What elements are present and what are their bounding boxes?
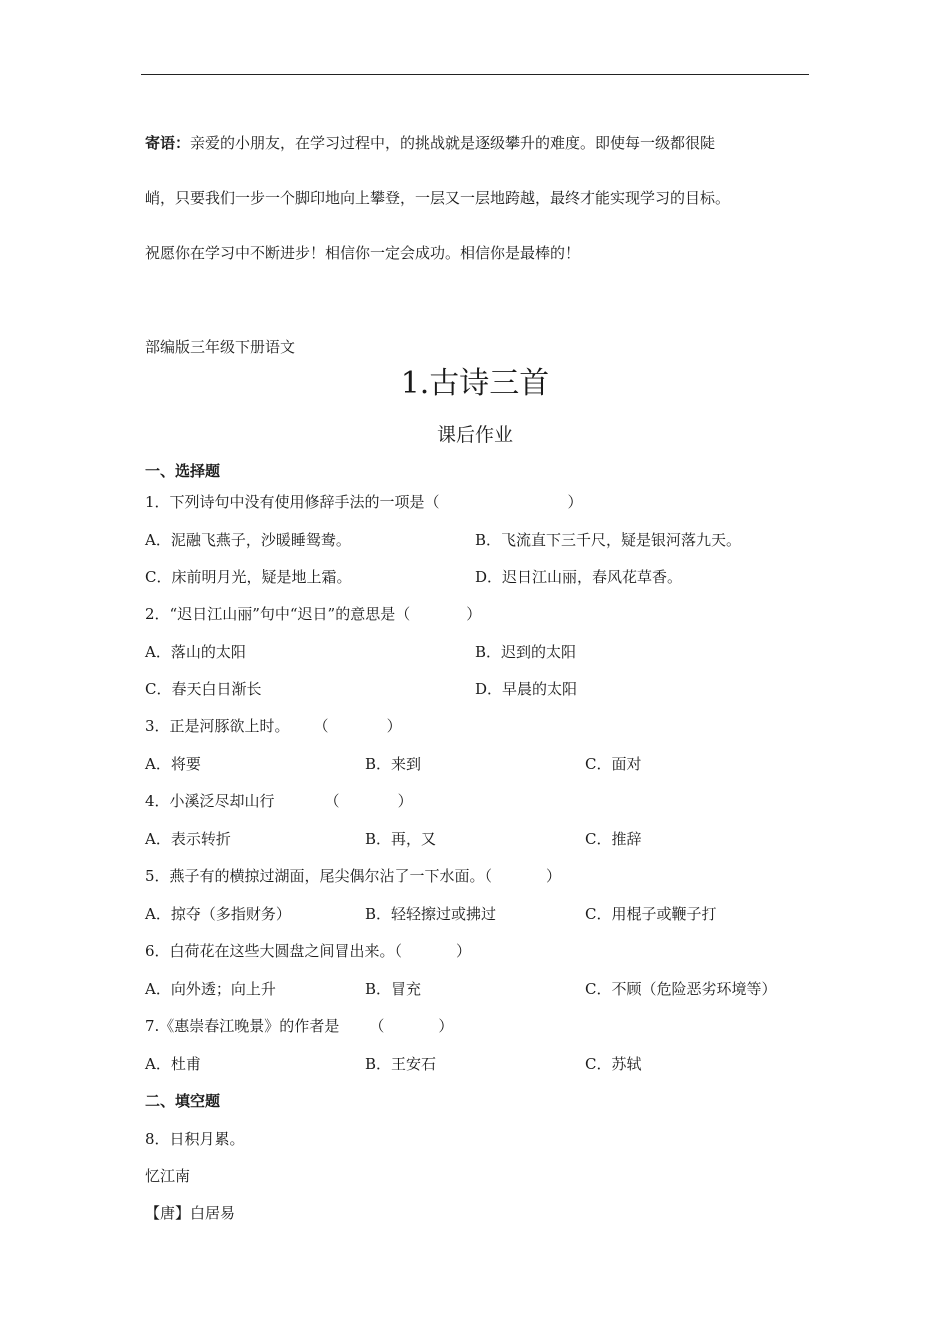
paren-close: ） bbox=[397, 792, 413, 810]
option-c: C．推辞 bbox=[585, 830, 642, 848]
question-1 bbox=[145, 492, 583, 512]
option-c: C．用棍子或鞭子打 bbox=[585, 905, 717, 923]
question-stem: 4．小溪泛尽却山行 bbox=[145, 792, 275, 810]
intro-label: 寄语： bbox=[145, 134, 191, 152]
question-2 bbox=[145, 604, 481, 624]
paren-close: ） bbox=[466, 605, 482, 623]
question-stem: 7.《惠崇春江晚景》的作者是 bbox=[145, 1017, 340, 1035]
question-stem: 2．“迟日江山丽”句中“迟日”的意思是（ bbox=[145, 605, 411, 623]
option-c: C．床前明月光，疑是地上霜。 bbox=[145, 568, 352, 586]
option-c: C．春天白日渐长 bbox=[145, 680, 262, 698]
paren-close: ） bbox=[438, 1017, 454, 1035]
section-heading-choice: 一、选择题 bbox=[145, 462, 221, 480]
option-b: B．冒充 bbox=[365, 980, 422, 998]
option-b: B．迟到的太阳 bbox=[475, 643, 577, 661]
option-a: A．向外透；向上升 bbox=[145, 980, 276, 998]
option-b: B．来到 bbox=[365, 755, 422, 773]
paren-close: ） bbox=[567, 493, 583, 511]
option-a: A．将要 bbox=[145, 755, 201, 773]
question-4 bbox=[145, 791, 413, 811]
poem-title: 忆江南 bbox=[145, 1167, 191, 1185]
option-b: B．再，又 bbox=[365, 830, 437, 848]
question-8: 8．日积月累。 bbox=[145, 1130, 245, 1148]
option-c: C．苏轼 bbox=[585, 1055, 642, 1073]
intro-line-1 bbox=[145, 133, 715, 153]
paren-open: （ bbox=[313, 717, 329, 735]
question-stem: 5．燕子有的横掠过湖面，尾尖偶尔沾了一下水面。（ bbox=[145, 867, 493, 885]
option-a: A．表示转折 bbox=[145, 830, 231, 848]
paren-open: （ bbox=[369, 1017, 385, 1035]
option-a: A．落山的太阳 bbox=[145, 643, 246, 661]
intro-line-2: 峭，只要我们一步一个脚印地向上攀登，一层又一层地跨越，最终才能实现学习的目标。 bbox=[145, 189, 731, 207]
option-a: A．杜甫 bbox=[145, 1055, 201, 1073]
option-a: A．泥融飞燕子，沙暖睡鸳鸯。 bbox=[145, 531, 351, 549]
option-b: B．飞流直下三千尺，疑是银河落九天。 bbox=[475, 531, 742, 549]
page-subtitle: 课后作业 bbox=[436, 424, 513, 446]
option-c: C．不顾（危险恶劣环境等） bbox=[585, 980, 777, 998]
option-b: B．轻轻擦过或拂过 bbox=[365, 905, 497, 923]
question-7 bbox=[145, 1016, 453, 1036]
option-d: D．早晨的太阳 bbox=[475, 680, 578, 698]
option-a: A．掠夺（多指财务） bbox=[145, 905, 291, 923]
question-5 bbox=[145, 866, 561, 886]
intro-line-3: 祝愿你在学习中不断进步！相信你一定会成功。相信你是最棒的！ bbox=[145, 244, 581, 262]
paren-close: ） bbox=[546, 867, 562, 885]
header-rule bbox=[141, 74, 809, 75]
question-3 bbox=[145, 716, 402, 736]
question-stem: 3．正是河豚欲上时。 bbox=[145, 717, 290, 735]
option-c: C．面对 bbox=[585, 755, 642, 773]
question-6 bbox=[145, 941, 471, 961]
question-stem: 6．白荷花在这些大圆盘之间冒出来。（ bbox=[145, 942, 403, 960]
option-b: B．王安石 bbox=[365, 1055, 437, 1073]
page-title: 1.古诗三首 bbox=[400, 366, 550, 401]
paren-close: ） bbox=[386, 717, 402, 735]
question-stem: 1．下列诗句中没有使用修辞手法的一项是（ bbox=[145, 493, 440, 511]
poem-author: 【唐】白居易 bbox=[145, 1204, 236, 1222]
paren-close: ） bbox=[456, 942, 472, 960]
option-d: D．迟日江山丽，春风花草香。 bbox=[475, 568, 683, 586]
section-heading-fill: 二、填空题 bbox=[145, 1092, 221, 1110]
intro-text-1: 亲爱的小朋友，在学习过程中，的挑战就是逐级攀升的难度。即使每一级都很陡 bbox=[190, 134, 716, 152]
textbook-label: 部编版三年级下册语文 bbox=[145, 338, 296, 356]
paren-open: （ bbox=[324, 792, 340, 810]
